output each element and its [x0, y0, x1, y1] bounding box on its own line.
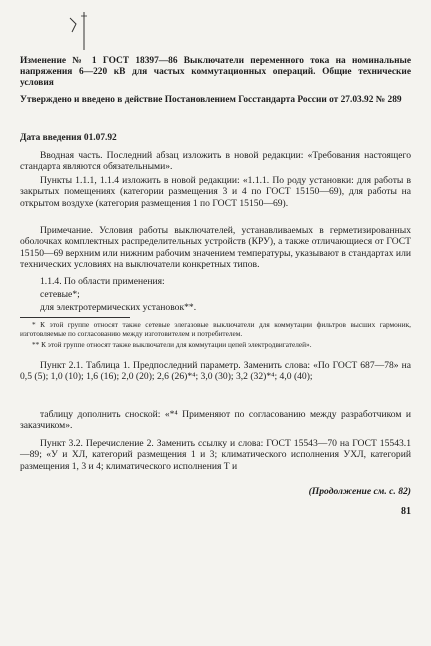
footnote-1: * К этой группе относят также сетевые элегазовые выключатели для коммутации фильтров высших гармоник, изготовляемые по согласованию между изготовителем и потребителем. [20, 320, 411, 338]
effective-date: Дата введения 01.07.92 [20, 133, 117, 143]
paragraph-item-1-1-4: 1.1.4. По области применения: [40, 276, 165, 287]
footnote-2: ** К этой группе относят также выключатели для коммутации цепей электродвигателей». [32, 340, 312, 349]
paragraph-table-footnote: таблицу дополнить сноской: «*⁴ Применяют по согласованию между разработчиком и заказчиком». [20, 409, 411, 432]
approval-statement: Утверждено и введено в действие Постановлением Госстандарта России от 27.03.92 № 289 [20, 95, 402, 105]
list-item-electrothermal: для электротермических установок**. [40, 302, 197, 313]
page-number: 81 [401, 506, 411, 517]
document-page [20, 10, 411, 640]
continuation-note: (Продолжение см. с. 82) [308, 486, 411, 497]
amendment-title: Изменение № 1 ГОСТ 18397—86 Выключатели переменного тока на номинальные напряжения 6—220 кВ для частых коммутационных операций. Общие технические условия [20, 56, 411, 88]
list-item-network: сетевые*; [40, 289, 80, 300]
handwritten-marks [64, 10, 104, 60]
paragraph-intro: Вводная часть. Последний абзац изложить в новой редакции: «Требования настоящего стандарта являются обязательными». [20, 150, 411, 173]
paragraph-item-2-1: Пункт 2.1. Таблица 1. Предпоследний параметр. Заменить слова: «По ГОСТ 687—78» на 0,5 (5); 1,0 (10); 1,6 (16); 2,0 (20); 2,6 (26)*⁴; 3,0 (30); 3,2 (32)*⁴; 4,0 (40); [20, 360, 411, 383]
paragraph-items-1-1: Пункты 1.1.1, 1.1.4 изложить в новой редакции: «1.1.1. По роду установки: для работы в закрытых помещениях (категории размещения 3 и 4 по ГОСТ 15150—69), для работы на открытом воздухе (категория размещения 1 по ГОСТ 15150—69). [20, 175, 411, 209]
footnote-divider [20, 317, 130, 318]
paragraph-note: Примечание. Условия работы выключателей, устанавливаемых в герметизированных оболочках комплектных распределительных устройств (КРУ), а также отличающиеся от ГОСТ 15150—69 верхним или нижним рабочим значением температуры, указывают в стандартах или технических условиях на выключатели конкретных типов. [20, 225, 411, 270]
paragraph-item-3-2: Пункт 3.2. Перечисление 2. Заменить ссылку и слова: ГОСТ 15543—70 на ГОСТ 15543.1—89; «У и ХЛ, категорий размещения 1 и 3; климатического исполнения УХЛ, категорий размещения 1, 3 и 4; климатического исполнения Т и [20, 438, 411, 472]
